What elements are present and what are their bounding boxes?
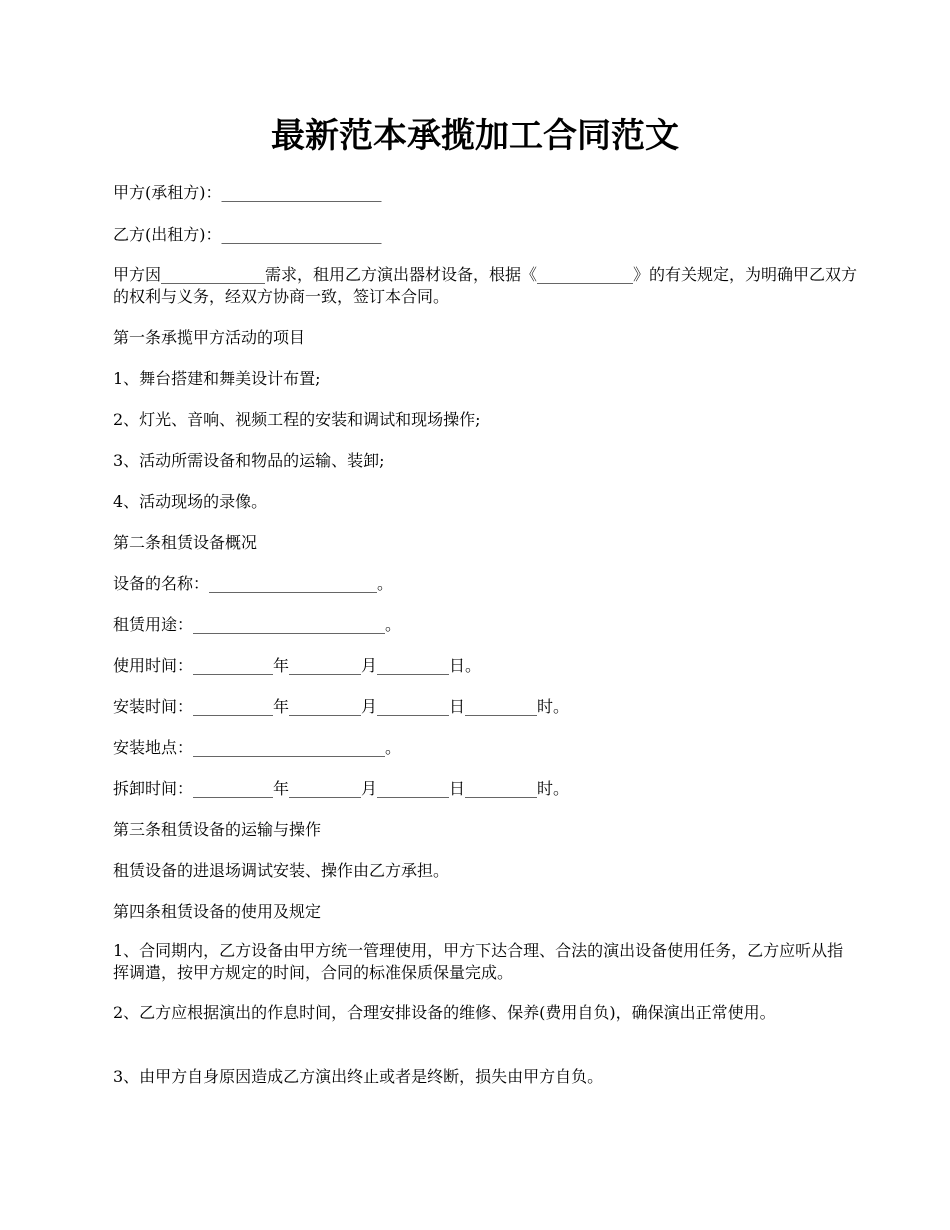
equipment-name-line: 设备的名称：_____________________。 [113,574,394,593]
document-title: 最新范本承揽加工合同范文 [271,116,679,156]
article-1-heading: 第一条承揽甲方活动的项目 [113,328,306,347]
rental-purpose-line: 租赁用途：________________________。 [113,615,402,634]
article-3-body: 租赁设备的进退场调试安装、操作由乙方承担。 [113,861,450,880]
article-4-heading: 第四条租赁设备的使用及规定 [113,902,322,921]
article-1-item-2: 2、灯光、音响、视频工程的安装和调试和现场操作; [113,410,481,429]
article-4-item-1: 1、合同期内，乙方设备由甲方统一管理使用，甲方下达合理、合法的演出设备使用任务，乙方应听从指挥调遣，按甲方规定的时间，合同的标准保质保量完成。 [113,941,844,982]
dismantle-time-line: 拆卸时间：__________年_________月_________日_________时。 [113,779,570,798]
party-b-line: 乙方(出租方)：____________________ [113,225,382,244]
article-1-item-4: 4、活动现场的录像。 [113,492,268,511]
install-location-line: 安装地点：________________________。 [113,738,402,757]
install-time-line: 安装时间：__________年_________月_________日_________时。 [113,697,570,716]
article-1-item-1: 1、舞台搭建和舞美设计布置; [113,369,321,388]
article-2-heading: 第二条租赁设备概况 [113,533,258,552]
intro-paragraph: 甲方因_____________需求，租用乙方演出器材设备，根据《____________》的有关规定，为明确甲乙双方的权利与义务，经双方协商一致，签订本合同。 [113,265,858,306]
article-1-item-3: 3、活动所需设备和物品的运输、装卸; [113,451,385,470]
article-4-item-2: 2、乙方应根据演出的作息时间，合理安排设备的维修、保养(费用自负)，确保演出正常使用。 [113,1003,776,1022]
party-a-line: 甲方(承租方)：____________________ [113,183,382,202]
article-4-item-3: 3、由甲方自身原因造成乙方演出终止或者是终断，损失由甲方自负。 [113,1067,604,1086]
usage-time-line: 使用时间：__________年_________月_________日。 [113,656,482,675]
article-3-heading: 第三条租赁设备的运输与操作 [113,820,322,839]
